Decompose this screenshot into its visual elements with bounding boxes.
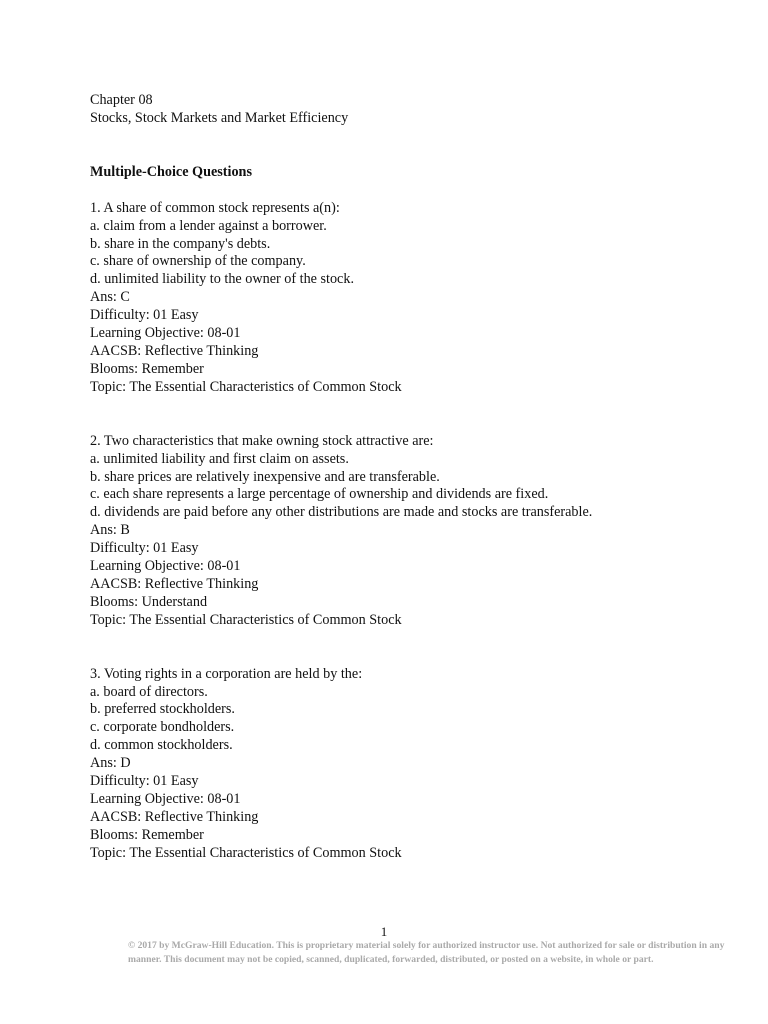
answer: Ans: D xyxy=(90,755,131,772)
chapter-number: Chapter 08 xyxy=(90,92,153,108)
aacsb: AACSB: Reflective Thinking xyxy=(90,342,259,359)
learning-objective: Learning Objective: 08-01 xyxy=(90,791,241,807)
blooms: Blooms: Remember xyxy=(90,826,204,843)
blooms: Blooms: Remember xyxy=(90,360,204,377)
blooms: Blooms: Understand xyxy=(90,593,208,610)
difficulty: Difficulty: 01 Easy xyxy=(90,307,199,324)
topic: Topic: The Essential Characteristics of Common Stock xyxy=(90,844,402,861)
question-3 xyxy=(90,666,710,863)
section-heading: Multiple-Choice Questions xyxy=(90,163,252,180)
document-page xyxy=(90,92,710,863)
question-stem: 1. A share of common stock represents a(n): xyxy=(90,199,340,216)
question-stem: 3. Voting rights in a corporation are held by the: xyxy=(90,665,363,682)
copyright-line-2: manner. This document may not be copied, scanned, duplicated, forwarded, distributed, or posted on a website, in whole or part. xyxy=(128,953,654,965)
copyright-footer xyxy=(128,939,725,966)
option-b: b. share prices are relatively inexpensive and are transferable. xyxy=(90,468,440,485)
option-d: d. common stockholders. xyxy=(90,737,233,754)
answer: Ans: C xyxy=(90,289,130,306)
option-b: b. preferred stockholders. xyxy=(90,701,235,718)
option-a: a. board of directors. xyxy=(90,683,208,700)
aacsb: AACSB: Reflective Thinking xyxy=(90,575,259,592)
copyright-line-1: © 2017 by McGraw-Hill Education. This is proprietary material solely for authorized instructor use. Not authorized for sale or distribution in any xyxy=(128,940,725,951)
difficulty: Difficulty: 01 Easy xyxy=(90,773,199,790)
aacsb: AACSB: Reflective Thinking xyxy=(90,808,259,825)
option-c: c. each share represents a large percentage of ownership and dividends are fixed. xyxy=(90,486,549,503)
option-a: a. claim from a lender against a borrower. xyxy=(90,217,327,234)
option-c: c. share of ownership of the company. xyxy=(90,253,306,270)
option-d: d. unlimited liability to the owner of the stock. xyxy=(90,271,354,288)
option-b: b. share in the company's debts. xyxy=(90,235,271,252)
page-number: 1 xyxy=(380,924,388,939)
topic: Topic: The Essential Characteristics of Common Stock xyxy=(90,611,402,628)
answer: Ans: B xyxy=(90,522,130,539)
difficulty: Difficulty: 01 Easy xyxy=(90,540,199,557)
learning-objective: Learning Objective: 08-01 xyxy=(90,558,241,575)
chapter-title: Stocks, Stock Markets and Market Efficiency xyxy=(90,109,349,126)
question-1 xyxy=(90,200,710,397)
question-2 xyxy=(90,433,710,630)
option-c: c. corporate bondholders. xyxy=(90,719,235,736)
option-d: d. dividends are paid before any other distributions are made and stocks are transferable. xyxy=(90,504,593,521)
option-a: a. unlimited liability and first claim on assets. xyxy=(90,450,349,467)
topic: Topic: The Essential Characteristics of Common Stock xyxy=(90,378,402,395)
question-stem: 2. Two characteristics that make owning stock attractive are: xyxy=(90,432,434,449)
learning-objective: Learning Objective: 08-01 xyxy=(90,325,241,342)
